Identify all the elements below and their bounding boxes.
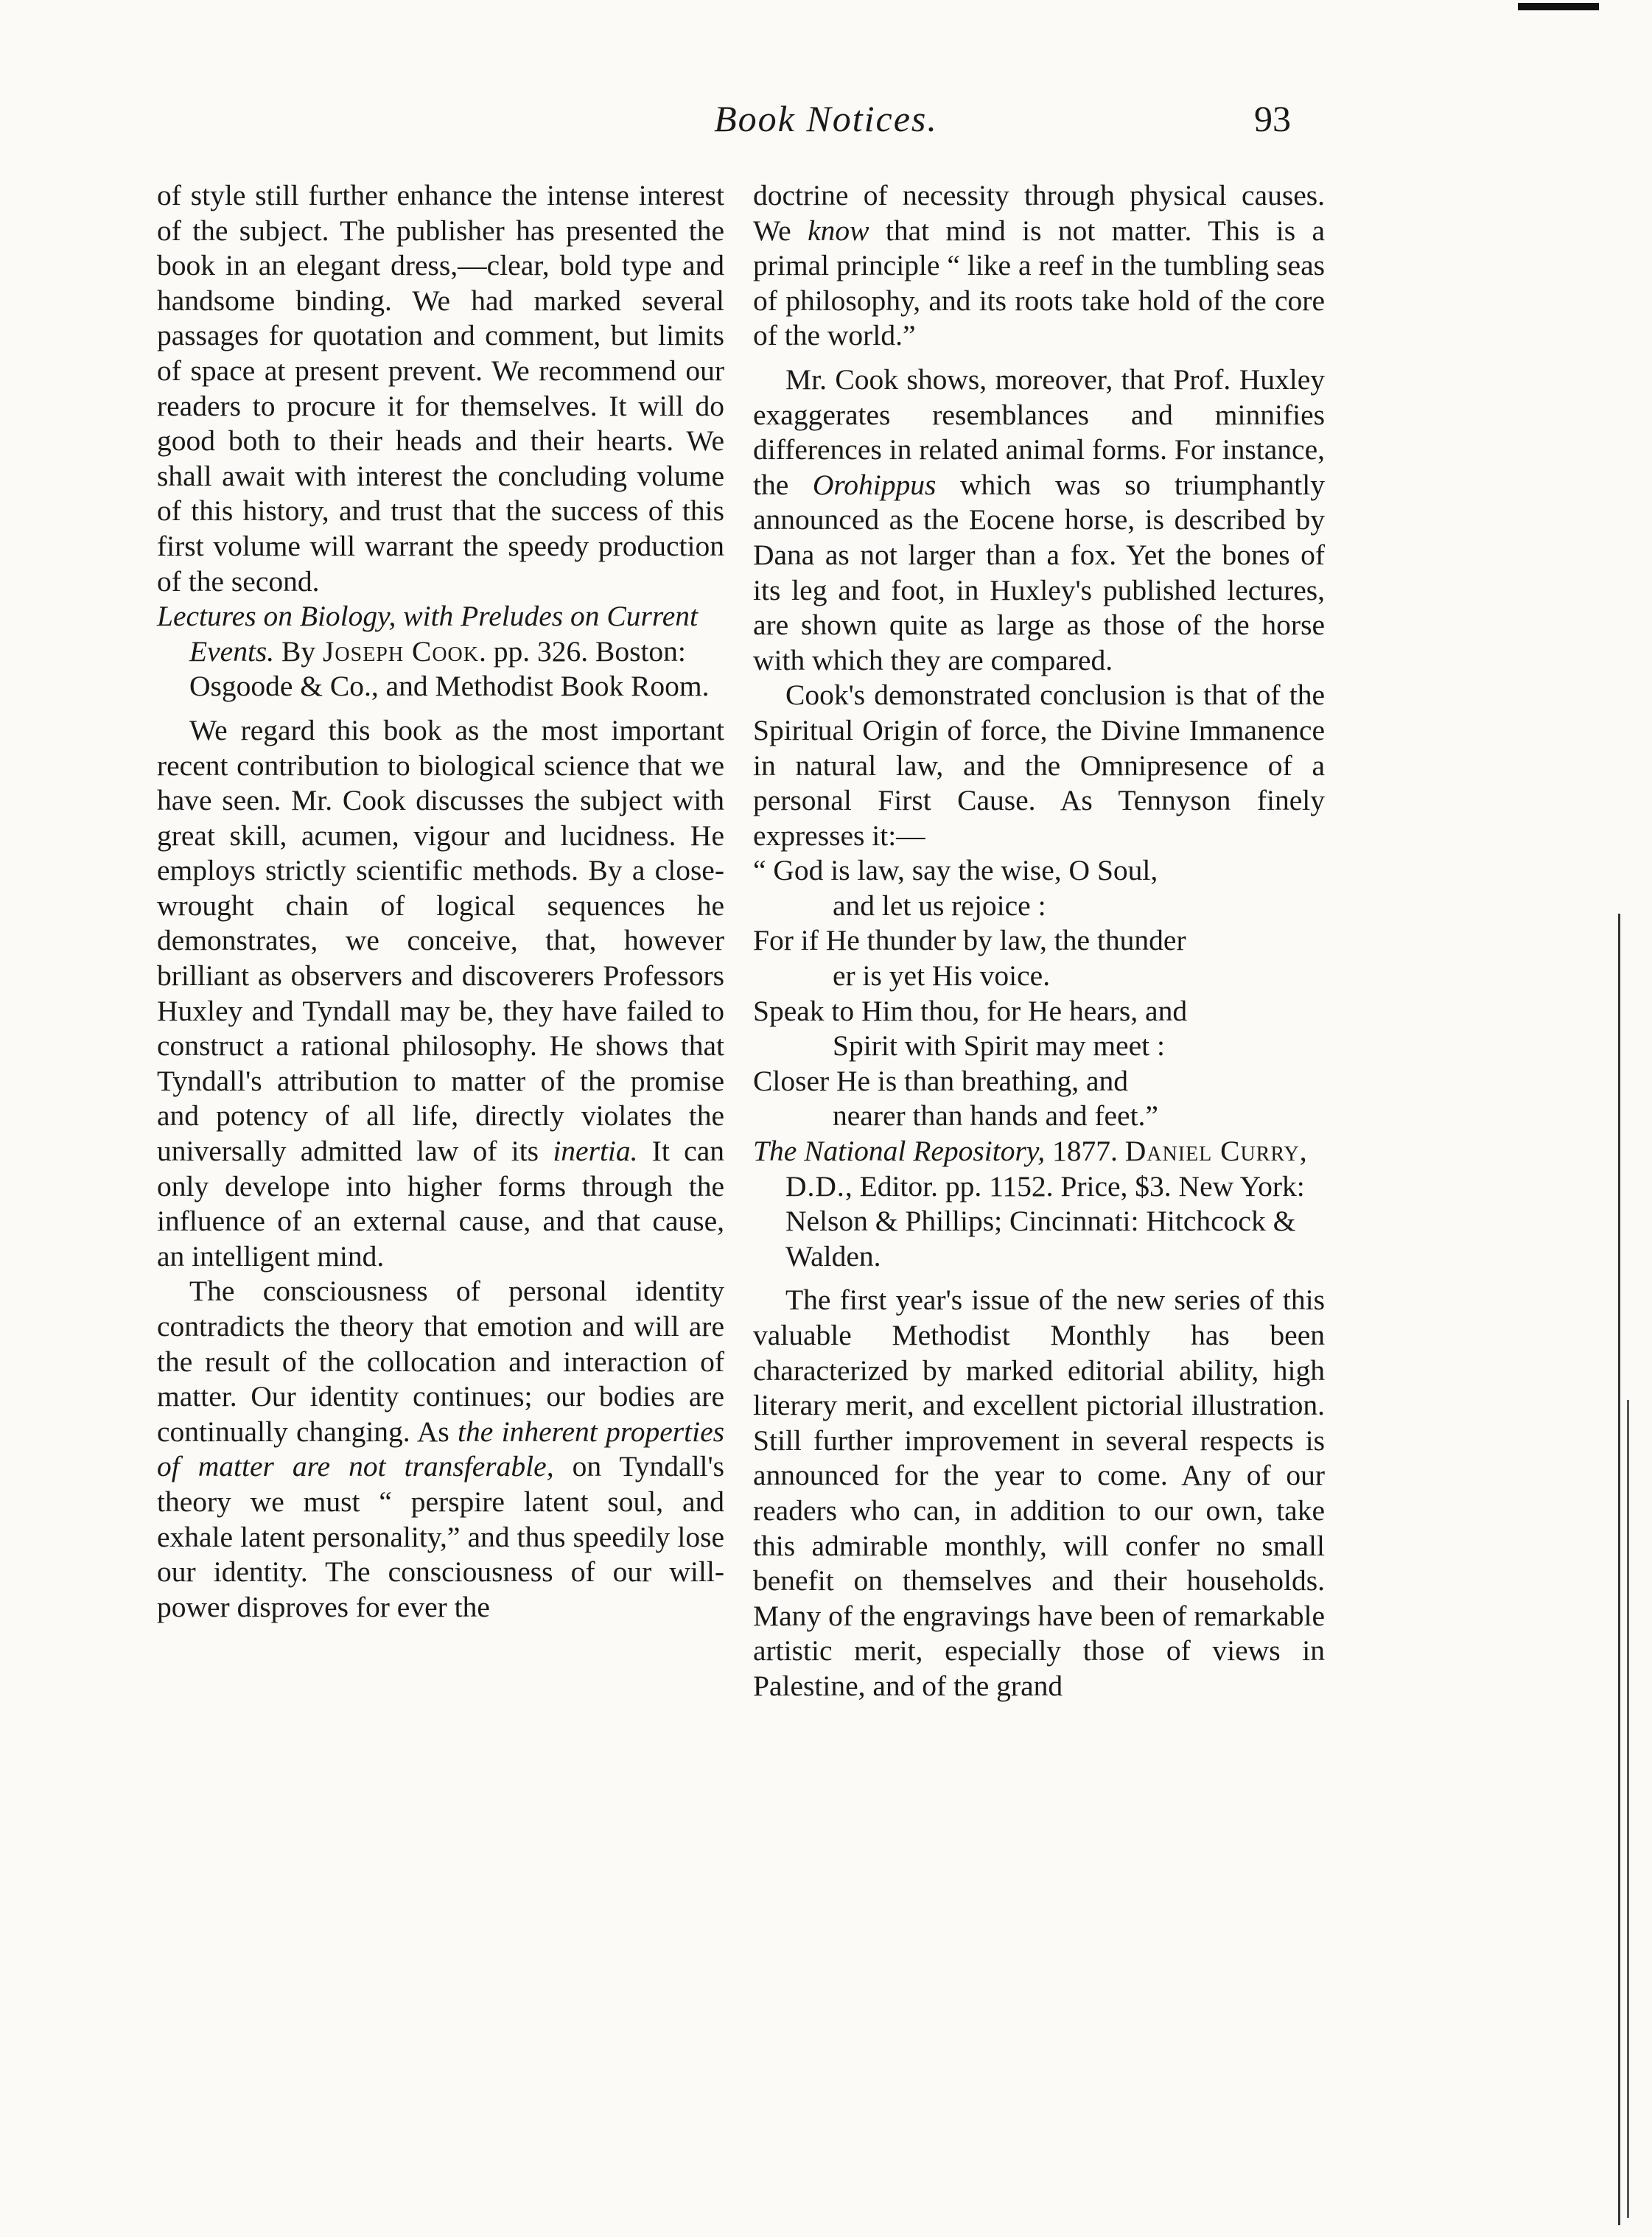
- review-paragraph: [157, 713, 724, 1275]
- left-column: [157, 178, 724, 1625]
- scan-edge-mark: [1518, 3, 1599, 10]
- book-author: Joseph Cook: [323, 634, 479, 668]
- review-text: which was so triumphantly announced as the Eocene horse, is described by Dana as not larger than a fox. Yet the bones of its leg and foot, in Huxley's published lectures, are shown quite as large as those of the horse with which they are compared.: [753, 468, 1325, 676]
- review-text: We regard this book as the most important recent contribution to biological science that we have seen. Mr. Cook discusses the subject with great skill, acumen, vigour and lucidness. He employs strictly scientific methods. By a close-wrought chain of logical sequences he demonstrates, we conceive, that, however brilliant as observers and discoverers Professors Huxley and Tyndall may be, they have failed to construct a rational philosophy. He shows that Tyndall's attribution to matter of the promise and potency of all life, directly violates the universally admitted law of its: [157, 713, 724, 1168]
- emphasis-text: Orohippus: [812, 468, 937, 501]
- emphasis-text: inertia.: [553, 1135, 638, 1168]
- review-text: on Tyndall's theory we must “ perspire latent soul, and exhale latent personality,” and thus speedily lose our identity. The consciousness of our will-power disproves for ever the: [157, 1450, 725, 1623]
- review-text: It can only develope into higher forms through the influence of an external cause, and that cause, an intelligent mind.: [157, 1135, 724, 1272]
- review-paragraph: [753, 178, 1325, 354]
- book-publication-details: , Editor. pp. 1152. Price, $3. New York: Nelson & Phillips; Cincinnati: Hitchcock & Walden.: [785, 1169, 1305, 1272]
- poem-line-continuation: nearer than hands and feet.”: [833, 1099, 1158, 1132]
- review-paragraph: Cook's demonstrated conclusion is that of the Spiritual Origin of force, the Divine Immanence in natural law, and the Omnipresence of a personal First Cause. As Tennyson finely expresses it:—: [753, 679, 1325, 852]
- review-paragraph: The first year's issue of the new series of this valuable Methodist Monthly has been characterized by marked editorial ability, high literary merit, and excellent pictorial illustration. Still further improvement in several respects is announced for the year to come. Any of our readers who can, in addition to our own, take this admirable monthly, will confer no small benefit on themselves and their households. Many of the engravings have been of remarkable artistic merit, especially those of views in Palestine, and of the grand: [753, 1284, 1325, 1702]
- poem-line-text: Closer He is than breathing, and: [753, 1064, 1128, 1097]
- running-head: Book Notices.: [714, 98, 938, 139]
- notice-heading-lectures-on-biology: [157, 599, 724, 704]
- poem-line-text: For if He thunder by law, the thunder: [753, 924, 1186, 957]
- review-text: Mr. Cook shows, moreover, that Prof. Huxley exaggerates resemblances and minnifies differences in related animal forms. For instance, the: [753, 363, 1325, 501]
- review-text: doctrine of necessity through physical causes. We: [753, 179, 1325, 247]
- poem-line-text: “ God is law, say the wise, O Soul,: [753, 854, 1158, 887]
- poem-line: [753, 853, 1325, 923]
- review-paragraph: [753, 363, 1325, 678]
- book-year: 1877.: [1051, 1135, 1118, 1168]
- paragraph-continued: of style still further enhance the intense interest of the subject. The publisher has presented the book in an elegant dress,—clear, bold type and handsome binding. We had marked several passages for quotation and comment, but limits of space at present prevent. We recommend our readers to procure it for themselves. It will do good both to their heads and their hearts. We shall await with interest the concluding volume of this history, and trust that the success of this first volume will warrant the speedy production of the second.: [157, 179, 724, 598]
- poem-line: [753, 923, 1325, 993]
- book-title: The National Repository,: [753, 1135, 1046, 1168]
- right-column: [753, 178, 1325, 1704]
- review-text: The consciousness of personal identity contradicts the theory that emotion and will are the result of the collocation and interaction of matter. Our identity continues; our bodies are continually changing. As: [157, 1275, 724, 1448]
- notice-heading-national-repository: [753, 1134, 1325, 1274]
- poem-line-text: Speak to Him thou, for He hears, and: [753, 994, 1188, 1027]
- book-editor: Daniel Curry, D.D.: [785, 1135, 1308, 1202]
- scan-edge-line: [1618, 914, 1620, 2225]
- by-label: By: [281, 634, 316, 668]
- poem-line: [753, 1064, 1325, 1134]
- review-text: that mind is not matter. This is a primal principle “ like a reef in the tumbling seas of philosophy, and its roots take hold of the core of the world.”: [753, 214, 1326, 352]
- poem-line-continuation: Spirit with Spirit may meet :: [833, 1029, 1165, 1063]
- poem-line-continuation: er is yet His voice.: [833, 959, 1051, 993]
- tennyson-quotation: [753, 853, 1325, 1134]
- scan-edge-line: [1627, 1400, 1629, 2218]
- poem-line-continuation: and let us rejoice :: [833, 889, 1046, 922]
- book-publication-details: . pp. 326. Boston: Osgoode & Co., and Methodist Book Room.: [189, 634, 710, 703]
- review-paragraph: [157, 1274, 724, 1625]
- page-number: 93: [1254, 98, 1291, 139]
- poem-line: [753, 994, 1325, 1064]
- emphasis-text: know: [808, 214, 869, 247]
- book-title: Lectures on Biology, with Preludes on Current Events.: [157, 600, 698, 668]
- emphasis-text: the inherent properties of matter are not transferable,: [157, 1415, 724, 1483]
